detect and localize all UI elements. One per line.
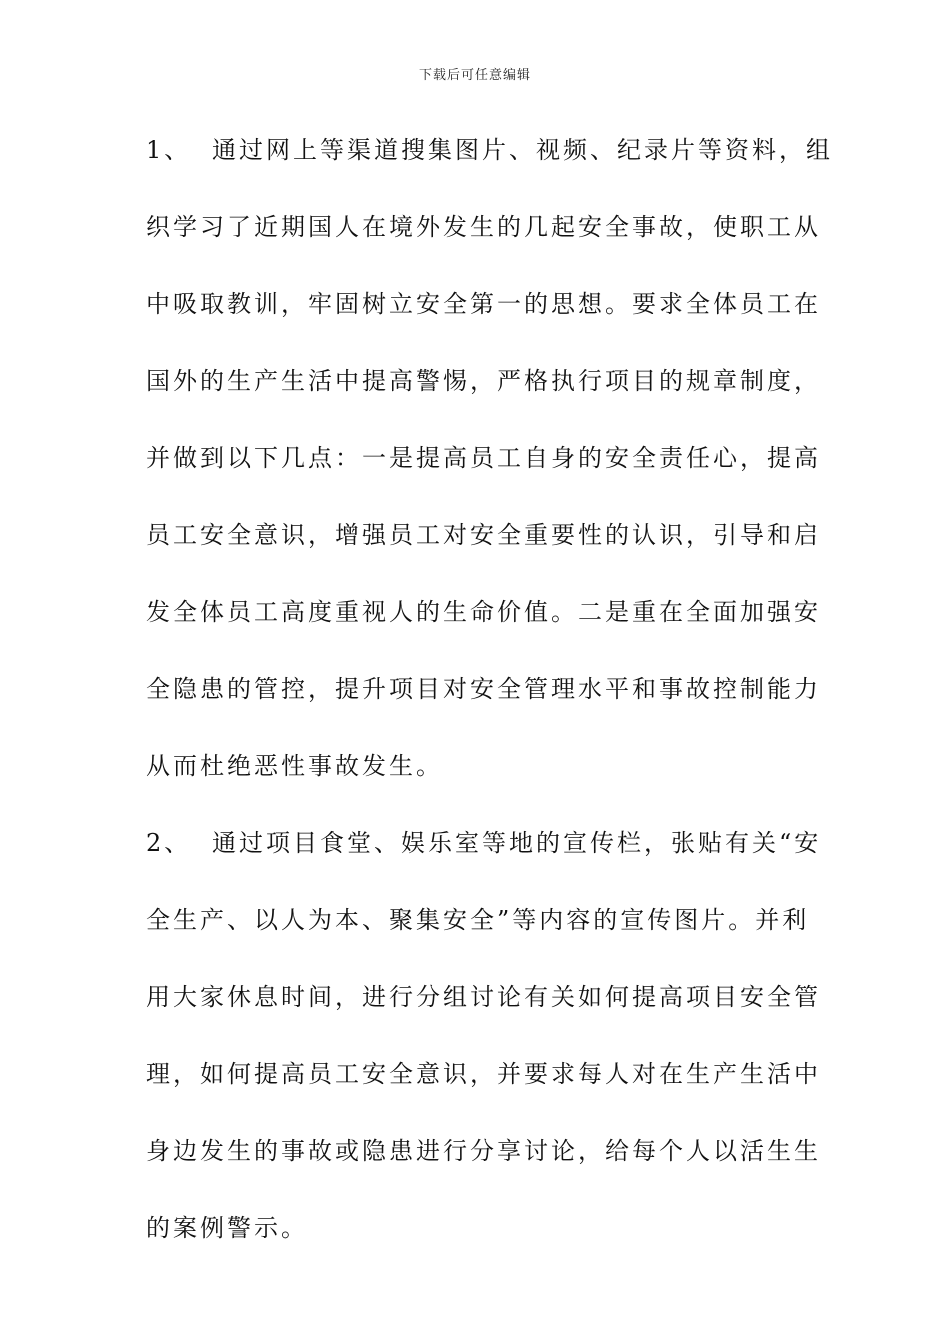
paragraph-1-line-7: 发全体员工高度重视人的生命价值。二是重在全面加强安 [146,598,821,626]
page-header: 下载后可任意编辑 [418,68,531,83]
paragraph-2-line-4: 理，如何提高员工安全意识，并要求每人对在生产生活中 [146,1060,821,1088]
paragraph-2-number: 2、 [146,829,192,857]
paragraph-1-line-4: 国外的生产生活中提高警惕，严格执行项目的规章制度， [146,367,821,395]
paragraph-1-line-1-text: 通过网上等渠道搜集图片、视频、纪录片等资料，组 [212,136,833,164]
paragraph-1-line-2: 织学习了近期国人在境外发生的几起安全事故，使职工从 [146,213,821,241]
paragraph-1-line-5: 并做到以下几点：一是提高员工自身的安全责任心，提高 [146,444,821,472]
paragraph-1-line-6: 员工安全意识，增强员工对安全重要性的认识，引导和启 [146,521,821,549]
paragraph-2-line-1 [146,821,822,898]
paragraph-2-line-2: 全生产、以人为本、聚集安全”等内容的宣传图片。并利 [146,906,810,934]
paragraph-1-line-8: 全隐患的管控，提升项目对安全管理水平和事故控制能力 [146,675,821,703]
paragraph-1-number: 1、 [146,136,192,164]
paragraph-1-line-1 [146,128,833,205]
document-body [146,128,833,1283]
paragraph-2-line-3: 用大家休息时间，进行分组讨论有关如何提高项目安全管 [146,983,821,1011]
paragraph-1-line-3: 中吸取教训，牢固树立安全第一的思想。要求全体员工在 [146,290,821,318]
paragraph-2-line-1-text: 通过项目食堂、娱乐室等地的宣传栏，张贴有关“安 [212,829,822,857]
paragraph-2-line-5: 身边发生的事故或隐患进行分享讨论，给每个人以活生生 [146,1137,821,1165]
paragraph-1-line-9: 从而杜绝恶性事故发生。 [146,752,443,780]
paragraph-2-line-6: 的案例警示。 [146,1214,308,1242]
